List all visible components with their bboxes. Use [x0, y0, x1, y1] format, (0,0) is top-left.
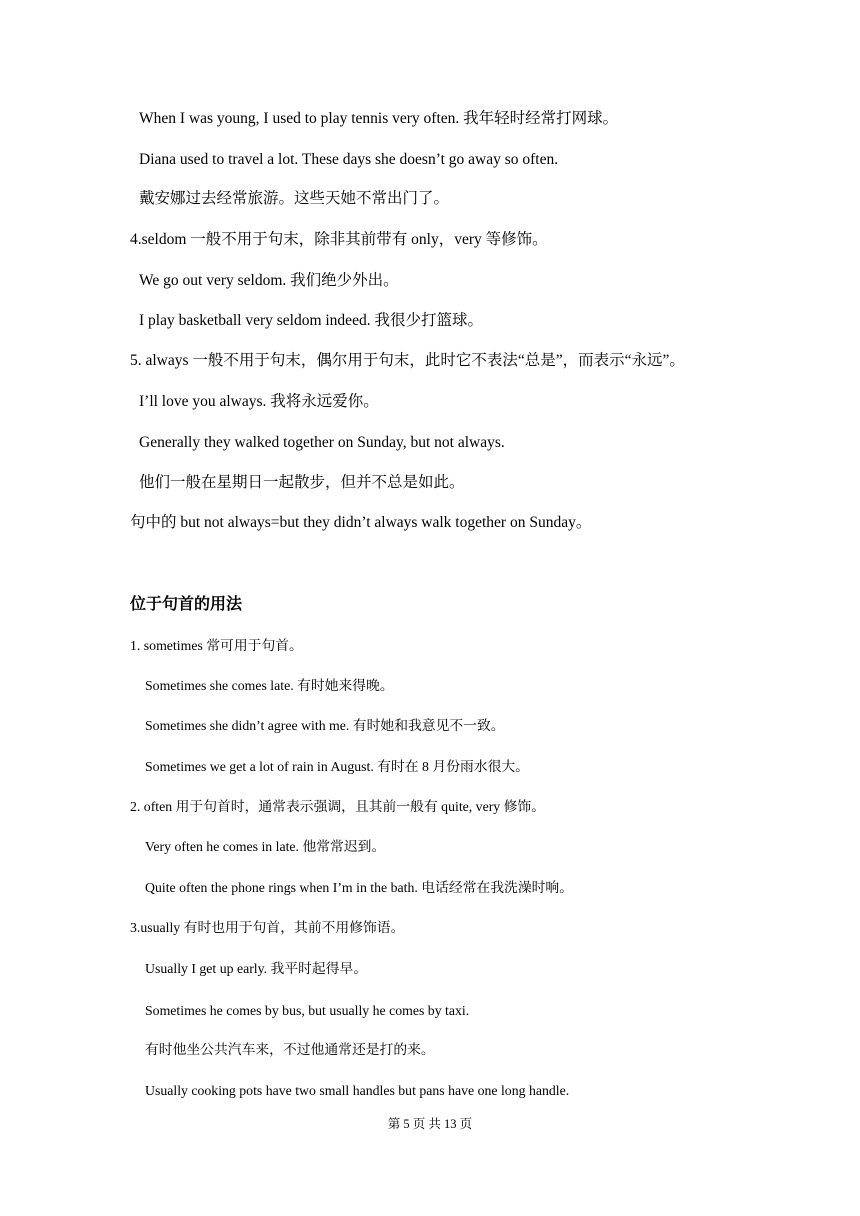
sentence-walked-en: Generally they walked together on Sunday, but not always.: [139, 434, 505, 451]
sentence-phone-rings: Quite often the phone rings when I’m in the bath. 电话经常在我洗澡时响。: [145, 880, 574, 895]
rule-always: 5. always 一般不用于句末，偶尔用于句末，此时它不表法“总是”，而表示“永远”。: [130, 352, 685, 369]
section-heading: 位于句首的用法: [130, 594, 243, 613]
sentence-comes-late: Sometimes she comes late. 有时她来得晚。: [145, 678, 394, 693]
sentence-diana-zh: 戴安娜过去经常旅游。这些天她不常出门了。: [139, 190, 450, 207]
sentence-love-you: I’ll love you always. 我将永远爱你。: [139, 393, 379, 410]
note-but-not-always: 句中的 but not always=but they didn’t always walk together on Sunday。: [130, 514, 592, 531]
sentence-diana-en: Diana used to travel a lot. These days she doesn’t go away so often.: [139, 151, 559, 168]
sentence-tennis: When I was young, I used to play tennis very often. 我年轻时经常打网球。: [139, 110, 619, 127]
sentence-rain-august: Sometimes we get a lot of rain in August. 有时在 8 月份雨水很大。: [145, 759, 529, 774]
sentence-walked-zh: 他们一般在星期日一起散步，但并不总是如此。: [139, 474, 465, 491]
sentence-basketball: I play basketball very seldom indeed. 我很少打篮球。: [139, 312, 483, 329]
sentence-go-out: We go out very seldom. 我们绝少外出。: [139, 272, 399, 289]
sentence-bus-taxi-en: Sometimes he comes by bus, but usually he comes by taxi.: [145, 1003, 470, 1018]
page-footer: 第 5 页 共 13 页: [387, 1117, 473, 1131]
rule-seldom: 4.seldom 一般不用于句末，除非其前带有 only，very 等修饰。: [130, 231, 548, 248]
rule-often: 2. often 用于句首时，通常表示强调，且其前一般有 quite, very 修饰。: [130, 799, 546, 814]
rule-sometimes: 1. sometimes 常可用于句首。: [130, 638, 303, 653]
sentence-very-often: Very often he comes in late. 他常常迟到。: [145, 839, 386, 854]
sentence-didnt-agree: Sometimes she didn’t agree with me. 有时她和我意见不一致。: [145, 718, 505, 733]
sentence-cooking-pots: Usually cooking pots have two small handles but pans have one long handle.: [145, 1083, 570, 1098]
sentence-bus-taxi-zh: 有时他坐公共汽车来，不过他通常还是打的来。: [145, 1042, 435, 1057]
rule-usually: 3.usually 有时也用于句首，其前不用修饰语。: [130, 920, 405, 935]
sentence-get-up: Usually I get up early. 我平时起得早。: [145, 961, 368, 976]
